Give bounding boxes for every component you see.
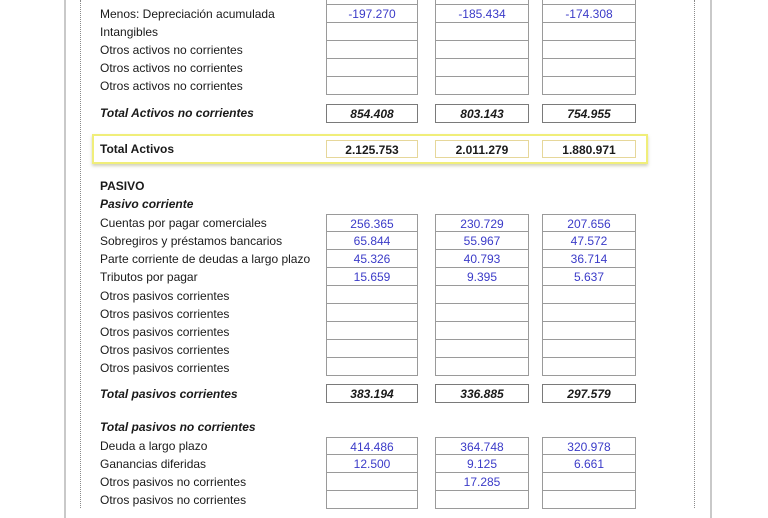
row-label: Otros pasivos no corrientes <box>100 475 247 489</box>
value-cell[interactable]: -185.434 <box>435 5 529 23</box>
value-cell[interactable]: 65.844 <box>326 232 418 250</box>
value-cell[interactable] <box>542 23 636 41</box>
row-label: Otros pasivos corrientes <box>100 361 230 375</box>
value-cell[interactable] <box>435 340 529 358</box>
total-activos-value[interactable]: 2.125.753 <box>326 140 418 158</box>
value-cell[interactable] <box>326 286 418 304</box>
value-cell[interactable] <box>326 77 418 95</box>
value-cell[interactable]: 5.637 <box>542 268 636 286</box>
row-label: Otros pasivos corrientes <box>100 289 230 303</box>
value-cell[interactable] <box>326 304 418 322</box>
row-label: Deuda a largo plazo <box>100 439 208 453</box>
value-cell[interactable]: 6.661 <box>542 455 636 473</box>
value-cell[interactable]: 9.125 <box>435 455 529 473</box>
value-cell[interactable] <box>542 358 636 376</box>
row-label: Otros pasivos corrientes <box>100 307 230 321</box>
row-label: Otros pasivos corrientes <box>100 325 230 339</box>
value-cell[interactable] <box>326 491 418 509</box>
value-cell[interactable]: 364.748 <box>435 437 529 455</box>
value-cell[interactable] <box>435 59 529 77</box>
value-cell[interactable] <box>435 304 529 322</box>
row-label: Tributos por pagar <box>100 270 198 284</box>
total-value-cell[interactable]: 336.885 <box>435 384 529 403</box>
row-label: Cuentas por pagar comerciales <box>100 216 267 230</box>
value-cell[interactable]: 207.656 <box>542 214 636 232</box>
total-value-cell[interactable]: 803.143 <box>435 104 529 123</box>
value-cell[interactable]: -197.270 <box>326 5 418 23</box>
row-label: Ganancias diferidas <box>100 457 207 471</box>
value-cell[interactable] <box>435 23 529 41</box>
value-cell[interactable] <box>542 41 636 59</box>
print-area-right-edge <box>694 0 695 508</box>
pasivo-no-corriente-heading: Total pasivos no corrientes <box>100 420 256 434</box>
total-activos-value[interactable]: 2.011.279 <box>435 140 529 158</box>
row-label: Otros activos no corrientes <box>100 79 243 93</box>
value-cell[interactable] <box>542 340 636 358</box>
value-cell[interactable]: 45.326 <box>326 250 418 268</box>
row-label: Otros pasivos corrientes <box>100 343 230 357</box>
total-activos-label: Total Activos <box>100 142 175 156</box>
value-cell[interactable]: -174.308 <box>542 5 636 23</box>
value-cell[interactable] <box>326 23 418 41</box>
value-cell[interactable] <box>326 41 418 59</box>
pasivo-heading: PASIVO <box>100 179 145 193</box>
value-cell[interactable]: 55.967 <box>435 232 529 250</box>
value-cell[interactable] <box>542 286 636 304</box>
row-label: Parte corriente de deudas a largo plazo <box>100 252 311 266</box>
value-cell[interactable] <box>542 77 636 95</box>
value-cell[interactable]: 256.365 <box>326 214 418 232</box>
value-cell[interactable]: 36.714 <box>542 250 636 268</box>
total-value-cell[interactable]: 297.579 <box>542 384 636 403</box>
value-cell[interactable]: 12.500 <box>326 455 418 473</box>
value-cell[interactable] <box>435 77 529 95</box>
pasivo-corriente-heading: Pasivo corriente <box>100 197 194 211</box>
row-label: Otros activos no corrientes <box>100 43 243 57</box>
total-pasivos-corrientes-label: Total pasivos corrientes <box>100 387 238 401</box>
row-label: Intangibles <box>100 25 159 39</box>
row-label: Menos: Depreciación acumulada <box>100 7 275 21</box>
value-cell[interactable]: 9.395 <box>435 268 529 286</box>
value-cell[interactable] <box>326 473 418 491</box>
total-activos-value[interactable]: 1.880.971 <box>542 140 636 158</box>
total-value-cell[interactable]: 754.955 <box>542 104 636 123</box>
value-cell[interactable]: 15.659 <box>326 268 418 286</box>
value-cell[interactable] <box>542 322 636 340</box>
value-cell[interactable] <box>542 491 636 509</box>
value-cell[interactable]: 320.978 <box>542 437 636 455</box>
value-cell[interactable] <box>326 322 418 340</box>
row-label: Otros pasivos no corrientes <box>100 493 247 507</box>
value-cell[interactable] <box>435 286 529 304</box>
value-cell[interactable]: 414.486 <box>326 437 418 455</box>
value-cell[interactable]: 230.729 <box>435 214 529 232</box>
value-cell[interactable] <box>542 304 636 322</box>
value-cell[interactable] <box>326 59 418 77</box>
value-cell[interactable] <box>326 340 418 358</box>
print-area-left-edge <box>80 0 81 508</box>
value-cell[interactable] <box>435 491 529 509</box>
row-label: Otros activos no corrientes <box>100 61 243 75</box>
total-value-cell[interactable]: 854.408 <box>326 104 418 123</box>
value-cell[interactable] <box>542 59 636 77</box>
value-cell[interactable] <box>326 358 418 376</box>
value-cell[interactable] <box>435 358 529 376</box>
value-cell[interactable]: 47.572 <box>542 232 636 250</box>
value-cell[interactable] <box>542 473 636 491</box>
row-label: Sobregiros y préstamos bancarios <box>100 234 283 248</box>
value-cell[interactable]: 40.793 <box>435 250 529 268</box>
value-cell[interactable] <box>435 41 529 59</box>
total-value-cell[interactable]: 383.194 <box>326 384 418 403</box>
total-activos-no-corrientes-label: Total Activos no corrientes <box>100 106 254 120</box>
value-cell[interactable]: 17.285 <box>435 473 529 491</box>
value-cell[interactable] <box>435 322 529 340</box>
